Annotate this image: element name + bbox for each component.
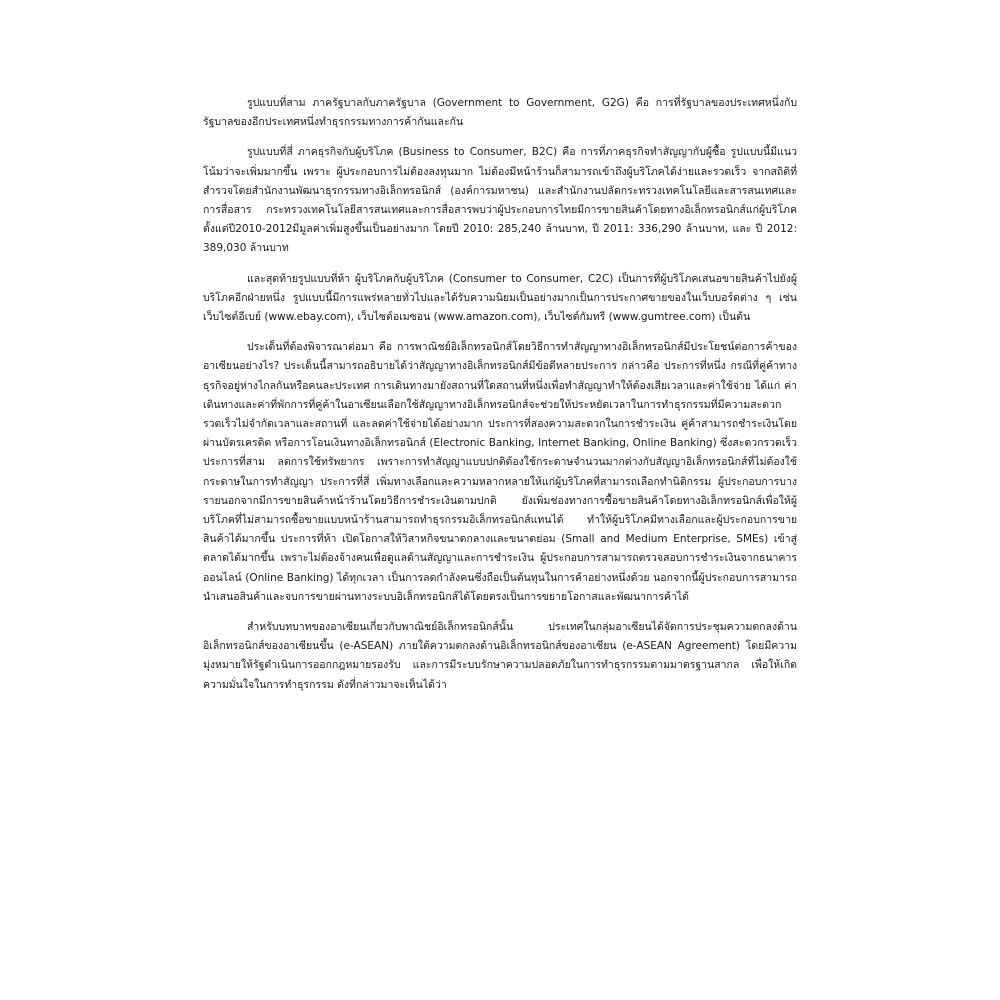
paragraph-g2g: รูปแบบที่สาม ภาครัฐบาลกับภาครัฐบาล (Government to Government, G2G) คือ การที่รัฐบาลของประเทศหนึ่งกับรัฐบาลของอีกประเทศหนึ่งทำธุรกรรมทางการค้ากันและกัน (203, 97, 797, 129)
paragraph-benefits: ประเด็นที่ต้องพิจารณาต่อมา คือ การพาณิชย์อิเล็กทรอนิกส์โดยวิธีการทำสัญญาทางอิเล็กทรอนิกส์มีประโยชน์ต่อการค้าของอาเซียนอย่างไร? ประเด็นนี้สามารถอธิบายได้ว่าสัญญาทางอิเล็กทรอนิกส์มีข้อดีหลายประการ กล่าวคือ ประการที่หนึ่ง กรณีที่คู่ค้าทางธุรกิจอยู่ห่างไกลกันหรือคนละประเทศ การเดินทางมายังสถานที่ใดสถานที่หนึ่งเพื่อทำสัญญาทำให้ต้องเสียเวลาและค่าใช้จ่าย ได้แก่ ค่าเดินทางและค่าที่พักการที่คู่ค้าในอาเซียนเลือกใช้สัญญาทางอิเล็กทรอนิกส์จะช่วยให้ประหยัดเวลาในการทำธุรกรรมที่มีความสะดวกรวดเร็วไม่จำกัดเวลาและสถานที่ และลดค่าใช้จ่ายได้อย่างมาก ประการที่สองความสะดวกในการชำระเงิน คู่ค้าสามารถชำระเงินโดยผ่านบัตรเครดิต หรือการโอนเงินทางอิเล็กทรอนิกส์ (Electronic Banking, Internet Banking, Online Banking) ซึ่งสะดวกรวดเร็ว ประการที่สาม ลดการใช้ทรัพยากร เพราะการทำสัญญาแบบปกติต้องใช้กระดาษจำนวนมากต่างกับสัญญาอิเล็กทรอนิกส์ที่ไม่ต้องใช้กระดาษในการทำสัญญา ประการที่สี่ เพิ่มทางเลือกและความหลากหลายให้แก่ผู้บริโภคที่สามารถเลือกทำนิติกรรม ผู้ประกอบการบางรายนอกจากมีการขายสินค้าหน้าร้านโดยวิธีการชำระเงินตามปกติ ยังเพิ่มช่องทางการซื้อขายสินค้าโดยทางอิเล็กทรอนิกส์เพื่อให้ผู้บริโภคที่ไม่สามารถซื้อขายแบบหน้าร้านสามารถทำธุรกรรมอิเล็กทรอนิกส์แทนได้ ทำให้ผู้บริโภคมีทางเลือกและผู้ประกอบการขายสินค้าได้มากขึ้น ประการที่ห้า เปิดโอกาสให้วิสาหกิจขนาดกลางและขนาดย่อม (Small and Medium Enterprise, SMEs) เข้าสู่ตลาดได้มากขึ้น เพราะไม่ต้องจ้างคนเพื่อดูแลด้านสัญญาและการชำระเงิน ผู้ประกอบการสามารถตรวจสอบการชำระเงินจากธนาคารออนไลน์ (Online Banking) ได้ทุกเวลา เป็นการลดกำลังคนซึ่งถือเป็นต้นทุนในการค้าอย่างหนึ่งด้วย นอกจากนี้ผู้ประกอบการสามารถนำเสนอสินค้าและจบการขายผ่านทางระบบอิเล็กทรอนิกส์ได้โดยตรงเป็นการขยายโอกาสและพัฒนาการค้าได้ (203, 341, 797, 603)
paragraph-asean-role: สำหรับบทบาทของอาเซียนเกี่ยวกับพาณิชย์อิเล็กทรอนิกส์นั้น ประเทศในกลุ่มอาเซียนได้จัดการประชุมความตกลงด้านอิเล็กทรอนิกส์ของอาเซียนขึ้น (e-ASEAN) ภายใต้ความตกลงด้านอิเล็กทรอนิกส์ของอาเซียน (e-ASEAN Agreement) โดยมีความมุ่งหมายให้รัฐดำเนินการออกกฎหมายรองรับ และการมีระบบรักษาความปลอดภัยในการทำธุรกรรมตามมาตรฐานสากล เพื่อให้เกิดความมั่นใจในการทำธุรกรรม ดังที่กล่าวมาจะเห็นได้ว่า (203, 621, 797, 691)
paragraph-c2c: และสุดท้ายรูปแบบที่ห้า ผู้บริโภคกับผู้บริโภค (Consumer to Consumer, C2C) เป็นการที่ผู้บริโภคเสนอขายสินค้าไปยังผู้บริโภคอีกฝ่ายหนึ่ง รูปแบบนี้มีการแพร่หลายทั่วไปและได้รับความนิยมเป็นอย่างมากเป็นการประกาศขายของในเว็บบอร์ดต่าง ๆ เช่น เว็บไซต์อีเบย์ (www.ebay.com), เว็บไซต์อเมซอน (www.amazon.com), เว็บไซต์กัมทรี (www.gumtree.com) เป็นต้น (203, 272, 797, 324)
document-page (203, 94, 797, 706)
paragraph-b2c: รูปแบบที่สี่ ภาคธุรกิจกับผู้บริโภค (Business to Consumer, B2C) คือ การที่ภาคธุรกิจทำสัญญากับผู้ซื้อ รูปแบบนี้มีแนวโน้มว่าจะเพิ่มมากขึ้น เพราะ ผู้ประกอบการไม่ต้องลงทุนมาก ไม่ต้องมีหน้าร้านก็สามารถเข้าถึงผู้บริโภคได้ง่ายและรวดเร็ว จากสถิติที่สำรวจโดยสำนักงานพัฒนาธุรกรรมทางอิเล็กทรอนิกส์ (องค์การมหาชน) และสำนักงานปลัดกระทรวงเทคโนโลยีและสารสนเทศและการสื่อสาร กระทรวงเทคโนโลยีสารสนเทศและการสื่อสารพบว่าผู้ประกอบการไทยมีการขายสินค้าโดยทางอิเล็กทรอนิกส์แก่ผู้บริโภค ตั้งแต่ปี2010-2012มีมูลค่าเพิ่มสูงขึ้นเป็นอย่างมาก โดยปี 2010: 285,240 ล้านบาท, ปี 2011: 336,290 ล้านบาท, และ ปี 2012: 389,030 ล้านบาท (203, 146, 797, 255)
